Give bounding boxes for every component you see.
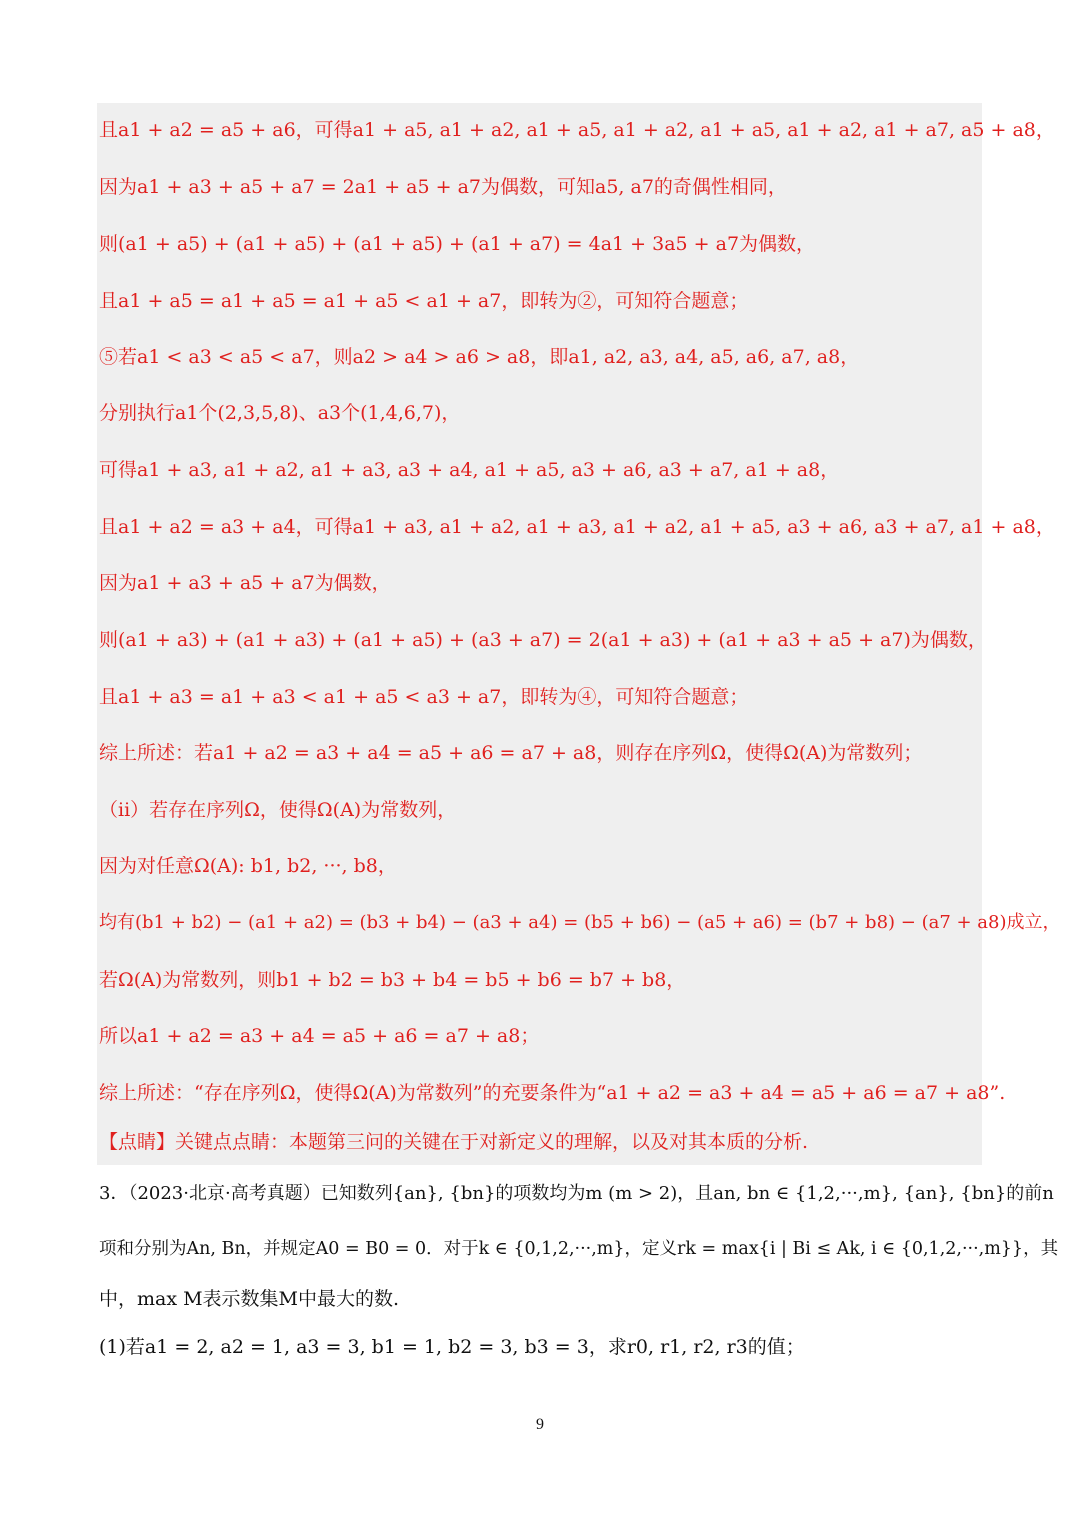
solution-line-13: （ii）若存在序列Ω，使得Ω(A)为常数列， bbox=[99, 799, 457, 821]
solution-line-10: 则(a1 + a3) + (a1 + a3) + (a1 + a5) + (a3 + a7) = 2(a1 + a3) + (a1 + a3 + a5 + a7)为偶数， bbox=[99, 629, 987, 651]
solution-line-17: 所以a1 + a2 = a3 + a4 = a5 + a6 = a7 + a8； bbox=[99, 1025, 540, 1047]
solution-line-7: 可得a1 + a3, a1 + a2, a1 + a3, a3 + a4, a1 + a5, a3 + a6, a3 + a7, a1 + a8， bbox=[99, 459, 840, 481]
solution-line-9: 因为a1 + a3 + a5 + a7为偶数， bbox=[99, 572, 391, 594]
problem-line-3: 中，max M表示数集M中最大的数. bbox=[99, 1288, 400, 1310]
solution-line-19: 【点睛】关键点点睛：本题第三问的关键在于对新定义的理解，以及对其本质的分析. bbox=[99, 1131, 809, 1153]
solution-line-11: 且a1 + a3 = a1 + a3 < a1 + a5 < a3 + a7，即转为④，可知符合题意； bbox=[99, 686, 749, 708]
solution-line-4: 且a1 + a5 = a1 + a5 = a1 + a5 < a1 + a7，即转为②，可知符合题意； bbox=[99, 290, 749, 312]
solution-line-6: 分别执行a1个(2,3,5,8)、a3个(1,4,6,7)， bbox=[99, 402, 461, 424]
solution-line-8: 且a1 + a2 = a3 + a4，可得a1 + a3, a1 + a2, a1 + a3, a1 + a2, a1 + a5, a3 + a6, a3 + a7, a1 + a8， bbox=[99, 516, 1055, 538]
solution-line-3: 则(a1 + a5) + (a1 + a5) + (a1 + a5) + (a1 + a7) = 4a1 + 3a5 + a7为偶数， bbox=[99, 233, 816, 255]
problem-line-1: 3．（2023·北京·高考真题）已知数列{an}, {bn}的项数均为m (m > 2)，且an, bn ∈ {1,2,···,m}, {an}, {bn}的前n bbox=[99, 1183, 1054, 1204]
solution-line-1: 且a1 + a2 = a5 + a6，可得a1 + a5, a1 + a2, a1 + a5, a1 + a2, a1 + a5, a1 + a2, a1 + a7, a5 + a8， bbox=[99, 119, 1055, 141]
solution-line-5: ⑤若a1 < a3 < a5 < a7，则a2 > a4 > a6 > a8，即a1, a2, a3, a4, a5, a6, a7, a8， bbox=[99, 346, 860, 368]
problem-line-4: (1)若a1 = 2, a2 = 1, a3 = 3, b1 = 1, b2 = 3, b3 = 3，求r0, r1, r2, r3的值； bbox=[99, 1336, 805, 1358]
solution-line-14: 因为对任意Ω(A): b1, b2, ···, b8， bbox=[99, 855, 397, 877]
solution-line-18: 综上所述：“存在序列Ω，使得Ω(A)为常数列”的充要条件为“a1 + a2 = a3 + a4 = a5 + a6 = a7 + a8”. bbox=[99, 1082, 1006, 1104]
solution-line-16: 若Ω(A)为常数列，则b1 + b2 = b3 + b4 = b5 + b6 = b7 + b8， bbox=[99, 969, 686, 991]
solution-line-12: 综上所述：若a1 + a2 = a3 + a4 = a5 + a6 = a7 + a8，则存在序列Ω，使得Ω(A)为常数列； bbox=[99, 742, 923, 764]
problem-line-2: 项和分别为An, Bn，并规定A0 = B0 = 0．对于k ∈ {0,1,2,···,m}，定义rk = max{i | Bi ≤ Ak, i ∈ {0,1,2,···,m}}，其 bbox=[99, 1239, 1059, 1259]
solution-line-15: 均有(b1 + b2) − (a1 + a2) = (b3 + b4) − (a3 + a4) = (b5 + b6) − (a5 + a6) = (b7 + b8) − (a7 + a8)成立， bbox=[99, 912, 1061, 933]
page-number: 9 bbox=[536, 1416, 544, 1433]
solution-line-2: 因为a1 + a3 + a5 + a7 = 2a1 + a5 + a7为偶数，可知a5, a7的奇偶性相同， bbox=[99, 176, 787, 198]
